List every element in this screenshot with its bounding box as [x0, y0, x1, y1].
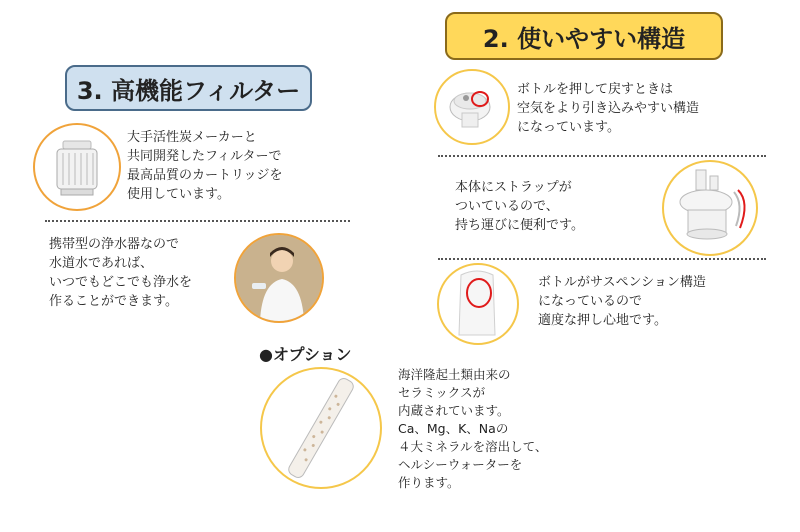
bottle-cap-image: [434, 69, 510, 145]
divider: [438, 258, 766, 260]
option-heading: ●オプション: [259, 345, 352, 364]
purifier-strap-image: [662, 160, 758, 256]
strap-description: 本体にストラップが ついているので、 持ち運びに便利です。: [455, 180, 584, 233]
divider: [438, 155, 766, 157]
ceramic-rod-image: [260, 367, 382, 489]
filter-description: 大手活性炭メーカーと 共同開発したフィルターで 最高品質のカートリッジを 使用しています。: [127, 130, 283, 202]
divider: [45, 220, 350, 222]
person-icon: [236, 235, 322, 321]
purifier-strap-icon: [664, 162, 756, 254]
bottle-cap-icon: [436, 71, 508, 143]
portable-description: 携帯型の浄水器なので 水道水であれば、 いつでもどこでも浄水を 作ることができます。: [49, 237, 193, 309]
section-3-title-text: 3. 高機能フィルター: [76, 76, 301, 105]
suspension-description: ボトルがサスペンション構造 になっているので 適度な押し心地です。: [538, 275, 706, 328]
bottle-suspension-image: [437, 263, 519, 345]
filter-cartridge-icon: [35, 125, 119, 209]
section-2-title-text: 2. 使いやすい構造: [482, 24, 686, 53]
option-description: 海洋隆起土類由来の セラミックスが 内蔵されています。 Ca、Mg、K、Naの ４大ミネラルを溶出して、 ヘルシーウォーターを 作ります。: [398, 367, 548, 490]
filter-cartridge-image: [33, 123, 121, 211]
section-2-title: [445, 12, 723, 60]
person-photo: [234, 233, 324, 323]
section-3-title: [65, 65, 312, 111]
air-intake-description: ボトルを押して戻すときは 空気をより引き込みやすい構造 になっています。: [517, 82, 700, 135]
ceramic-rod-icon: [262, 369, 380, 487]
bottle-suspension-icon: [439, 265, 517, 343]
